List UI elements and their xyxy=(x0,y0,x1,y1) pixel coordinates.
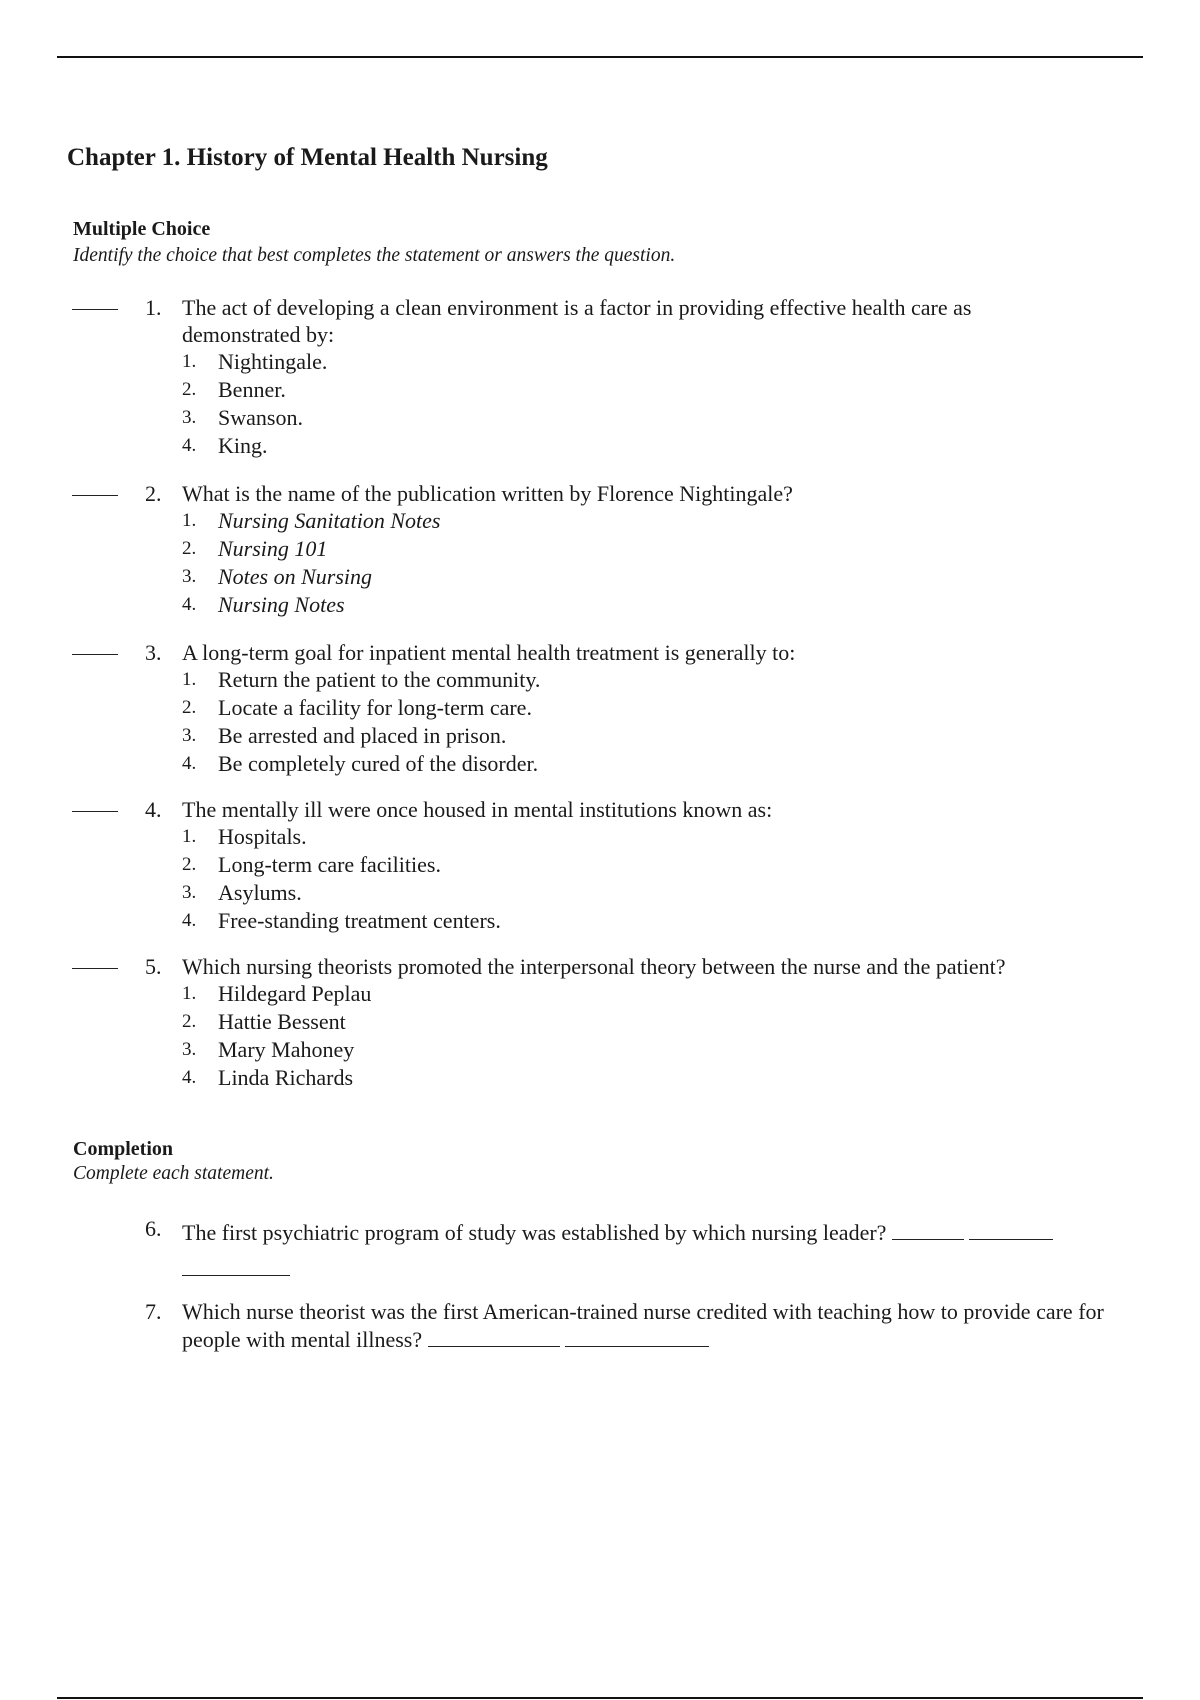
choice-number: 4. xyxy=(182,753,197,774)
question-body xyxy=(182,1298,1132,1354)
answer-blank[interactable] xyxy=(72,811,118,812)
choice-text: Hospitals. xyxy=(218,824,307,849)
choice-item xyxy=(182,432,1200,460)
choice-item xyxy=(182,1036,1200,1064)
choice-list xyxy=(182,823,1200,935)
bottom-rule xyxy=(57,1697,1143,1699)
choice-list xyxy=(182,666,1200,778)
choice-text: Return the patient to the community. xyxy=(218,667,541,692)
choice-text: Hattie Bessent xyxy=(218,1009,346,1034)
choice-text: Long-term care facilities. xyxy=(218,852,441,877)
choice-number: 1. xyxy=(182,351,197,372)
choice-text: Hildegard Peplau xyxy=(218,981,372,1006)
choice-text: Nursing 101 xyxy=(218,536,328,561)
choice-text: Be completely cured of the disorder. xyxy=(218,751,539,776)
choice-text: Locate a facility for long-term care. xyxy=(218,695,532,720)
question-text: A long-term goal for inpatient mental health treatment is generally to: xyxy=(182,640,796,665)
page-title: Chapter 1. History of Mental Health Nursing xyxy=(67,144,548,171)
choice-item xyxy=(182,823,1200,851)
choice-text: King. xyxy=(218,433,268,458)
question-text: Which nurse theorist was the first American-trained nurse credited with teaching how to provide care for people with mental illness? xyxy=(182,1299,1104,1352)
question-6 xyxy=(0,1215,1200,1287)
choice-number: 3. xyxy=(182,882,197,903)
question-7 xyxy=(0,1298,1200,1354)
answer-blank[interactable] xyxy=(428,1326,560,1347)
answer-blank[interactable] xyxy=(72,654,118,655)
choice-list xyxy=(182,507,1200,619)
choice-number: 2. xyxy=(182,854,197,875)
choice-item xyxy=(182,535,1200,563)
choice-text: Notes on Nursing xyxy=(218,564,373,589)
question-4 xyxy=(0,796,1200,935)
choice-number: 2. xyxy=(182,379,197,400)
choice-item xyxy=(182,879,1200,907)
choice-item xyxy=(182,563,1200,591)
choice-number: 2. xyxy=(182,538,197,559)
question-body xyxy=(182,1215,1132,1287)
choice-text: Free-standing treatment centers. xyxy=(218,908,501,933)
multiple-choice-heading: Multiple Choice xyxy=(73,218,211,240)
choice-text: Benner. xyxy=(218,377,286,402)
choice-text: Mary Mahoney xyxy=(218,1037,355,1062)
choice-number: 4. xyxy=(182,594,197,615)
choice-item xyxy=(182,507,1200,535)
choice-item xyxy=(182,404,1200,432)
choice-item xyxy=(182,750,1200,778)
question-number: 5. xyxy=(145,954,162,979)
question-5 xyxy=(0,953,1200,1092)
choice-item xyxy=(182,907,1200,935)
choice-number: 3. xyxy=(182,1039,197,1060)
choice-text: Nursing Notes xyxy=(218,592,345,617)
completion-heading: Completion xyxy=(73,1138,173,1160)
multiple-choice-instructions: Identify the choice that best completes the statement or answers the question. xyxy=(73,245,676,266)
answer-blank[interactable] xyxy=(72,495,118,496)
choice-item xyxy=(182,666,1200,694)
question-number: 1. xyxy=(145,295,162,320)
choice-number: 3. xyxy=(182,566,197,587)
choice-item xyxy=(182,851,1200,879)
choice-list xyxy=(182,980,1200,1092)
answer-blank[interactable] xyxy=(182,1255,290,1276)
choice-item xyxy=(182,1064,1200,1092)
question-text: Which nursing theorists promoted the interpersonal theory between the nurse and the patient? xyxy=(182,954,1006,979)
question-number: 2. xyxy=(145,481,162,506)
choice-item xyxy=(182,348,1200,376)
completion-instructions: Complete each statement. xyxy=(73,1163,274,1184)
question-text: The first psychiatric program of study was established by which nursing leader? xyxy=(182,1220,887,1245)
answer-blank[interactable] xyxy=(72,968,118,969)
choice-number: 2. xyxy=(182,1011,197,1032)
question-text: The act of developing a clean environment is a factor in providing effective health care as demonstrated by: xyxy=(182,295,972,347)
choice-item xyxy=(182,591,1200,619)
choice-number: 3. xyxy=(182,407,197,428)
choice-number: 1. xyxy=(182,510,197,531)
answer-blank[interactable] xyxy=(892,1219,964,1240)
answer-blank[interactable] xyxy=(969,1219,1053,1240)
question-1 xyxy=(0,294,1200,460)
question-number: 4. xyxy=(145,797,162,822)
question-number: 6. xyxy=(145,1216,162,1241)
choice-text: Linda Richards xyxy=(218,1065,354,1090)
choice-number: 1. xyxy=(182,983,197,1004)
choice-number: 1. xyxy=(182,669,197,690)
choice-text: Be arrested and placed in prison. xyxy=(218,723,507,748)
top-rule xyxy=(57,56,1143,58)
choice-list xyxy=(182,348,1200,460)
choice-item xyxy=(182,980,1200,1008)
choice-number: 2. xyxy=(182,697,197,718)
choice-number: 4. xyxy=(182,910,197,931)
answer-blank[interactable] xyxy=(565,1326,709,1347)
choice-number: 1. xyxy=(182,826,197,847)
question-3 xyxy=(0,639,1200,778)
choice-text: Nightingale. xyxy=(218,349,328,374)
choice-number: 4. xyxy=(182,1067,197,1088)
question-number: 7. xyxy=(145,1299,162,1324)
question-text: The mentally ill were once housed in mental institutions known as: xyxy=(182,797,773,822)
choice-number: 4. xyxy=(182,435,197,456)
choice-text: Asylums. xyxy=(218,880,302,905)
choice-item xyxy=(182,694,1200,722)
choice-text: Swanson. xyxy=(218,405,303,430)
question-text: What is the name of the publication written by Florence Nightingale? xyxy=(182,481,793,506)
question-2 xyxy=(0,480,1200,619)
choice-item xyxy=(182,1008,1200,1036)
choice-item xyxy=(182,376,1200,404)
question-number: 3. xyxy=(145,640,162,665)
choice-text: Nursing Sanitation Notes xyxy=(218,508,441,533)
choice-number: 3. xyxy=(182,725,197,746)
choice-item xyxy=(182,722,1200,750)
answer-blank[interactable] xyxy=(72,309,118,310)
